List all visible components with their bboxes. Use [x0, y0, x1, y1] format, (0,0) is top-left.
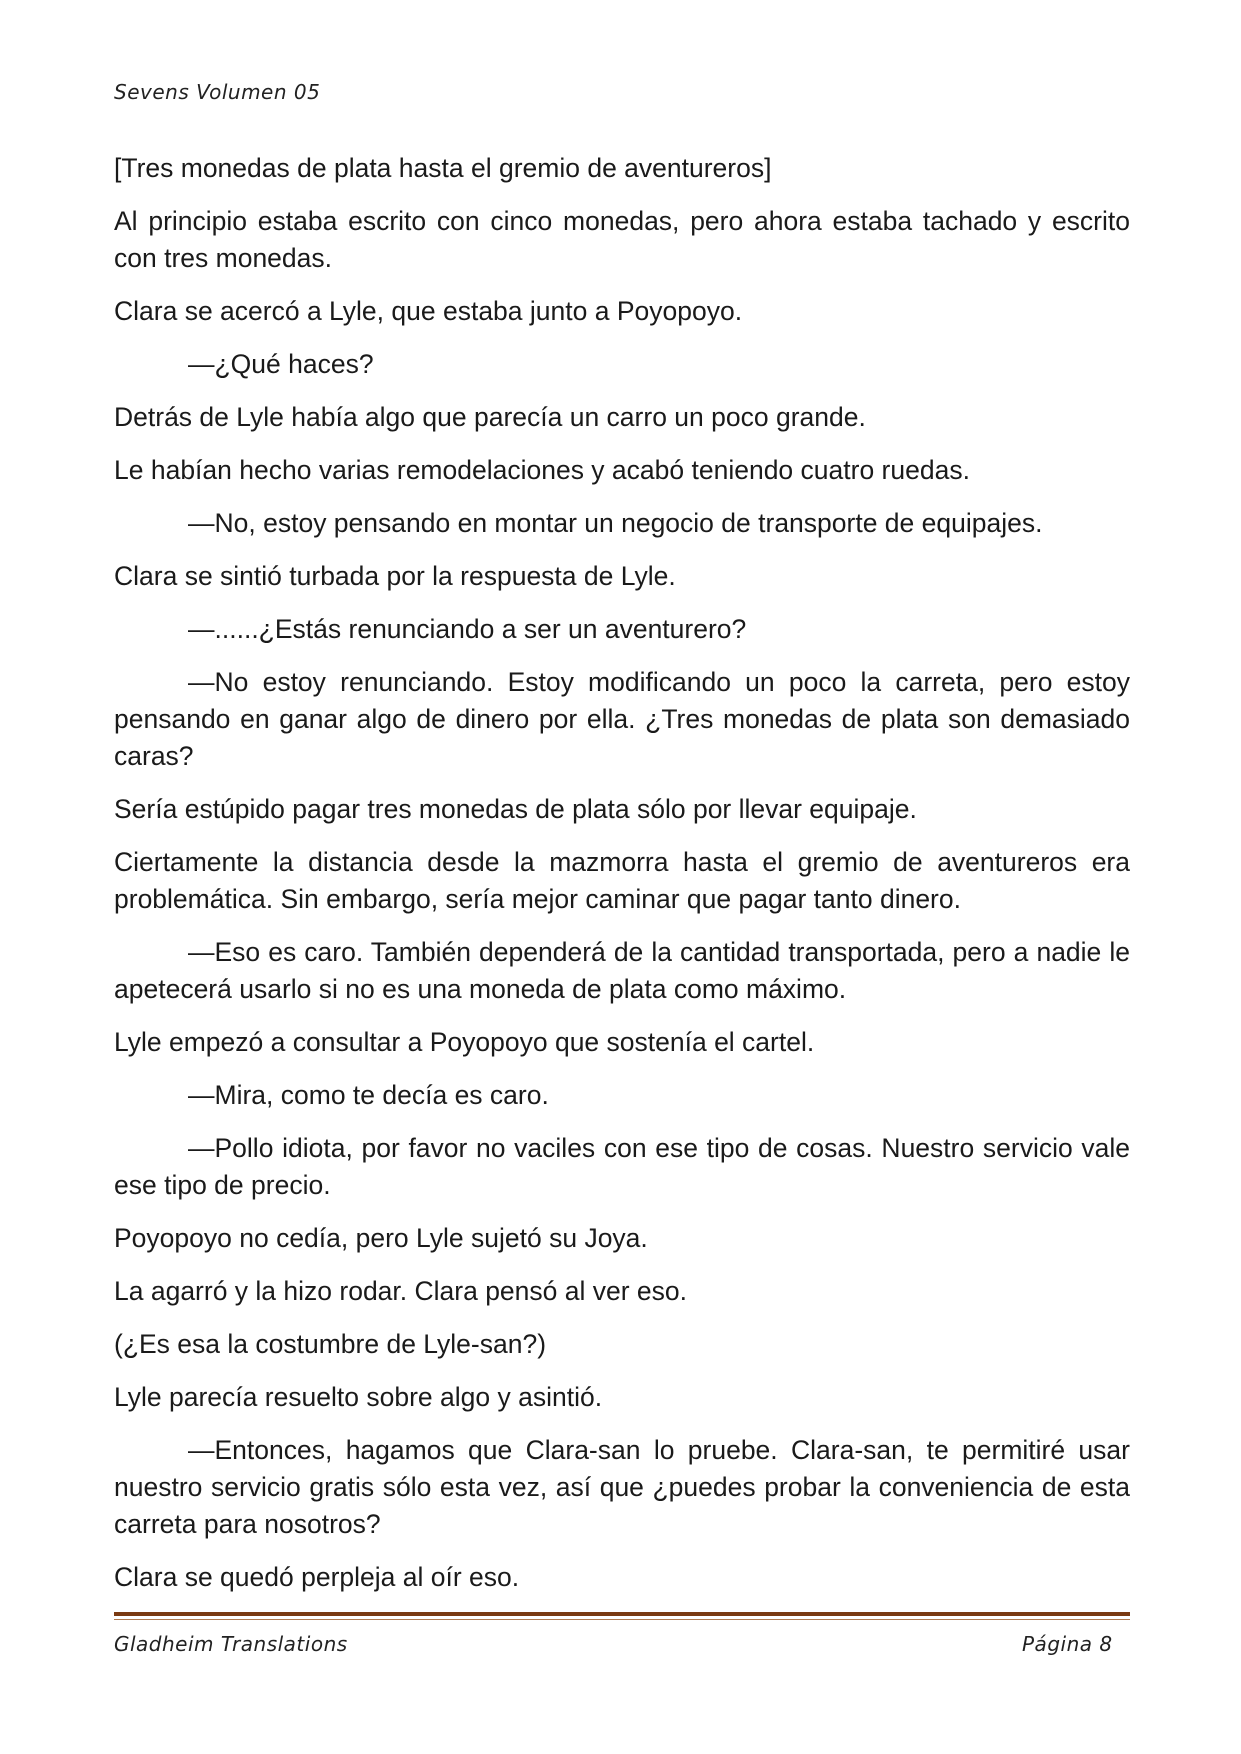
- narration-paragraph: (¿Es esa la costumbre de Lyle-san?): [114, 1329, 547, 1359]
- narration-paragraph: [Tres monedas de plata hasta el gremio de aventureros]: [114, 153, 772, 183]
- dialog-paragraph: —Eso es caro. También dependerá de la cantidad transportada, pero a nadie le apetecerá usarlo si no es una moneda de plata como máximo.: [114, 937, 1130, 1004]
- narration-paragraph: Lyle parecía resuelto sobre algo y asintió.: [114, 1382, 603, 1412]
- narration-paragraph: Ciertamente la distancia desde la mazmorra hasta el gremio de aventureros era problemática. Sin embargo, sería mejor caminar que pagar tanto dinero.: [114, 847, 1130, 914]
- footer-rule-thin: [114, 1619, 1130, 1620]
- narration-paragraph: Sería estúpido pagar tres monedas de plata sólo por llevar equipaje.: [114, 794, 917, 824]
- narration-paragraph: Al principio estaba escrito con cinco monedas, pero ahora estaba tachado y escrito con tres monedas.: [114, 206, 1130, 273]
- dialog-paragraph: —Mira, como te decía es caro.: [188, 1080, 549, 1110]
- narration-paragraph: Clara se acercó a Lyle, que estaba junto a Poyopoyo.: [114, 296, 743, 326]
- footer-rule: [114, 1612, 1130, 1616]
- narration-paragraph: Detrás de Lyle había algo que parecía un carro un poco grande.: [114, 402, 866, 432]
- footer-publisher: Gladheim Translations: [114, 1632, 348, 1656]
- dialog-paragraph: —......¿Estás renunciando a ser un aventurero?: [188, 614, 747, 644]
- footer-page-number: Página 8: [1022, 1632, 1113, 1656]
- dialog-paragraph: —No, estoy pensando en montar un negocio de transporte de equipajes.: [188, 508, 1043, 538]
- narration-paragraph: La agarró y la hizo rodar. Clara pensó al ver eso.: [114, 1276, 688, 1306]
- narration-paragraph: Lyle empezó a consultar a Poyopoyo que sostenía el cartel.: [114, 1027, 815, 1057]
- dialog-paragraph: —Pollo idiota, por favor no vaciles con ese tipo de cosas. Nuestro servicio vale ese tipo de precio.: [114, 1133, 1130, 1200]
- narration-paragraph: Clara se quedó perpleja al oír eso.: [114, 1562, 520, 1592]
- narration-paragraph: Clara se sintió turbada por la respuesta de Lyle.: [114, 561, 676, 591]
- dialog-paragraph: —Entonces, hagamos que Clara-san lo pruebe. Clara-san, te permitiré usar nuestro servicio gratis sólo esta vez, así que ¿puedes probar la conveniencia de esta carreta para nosotros?: [114, 1435, 1130, 1539]
- dialog-paragraph: —No estoy renunciando. Estoy modificando un poco la carreta, pero estoy pensando en ganar algo de dinero por ella. ¿Tres monedas de plata son demasiado caras?: [114, 667, 1130, 771]
- narration-paragraph: Poyopoyo no cedía, pero Lyle sujetó su Joya.: [114, 1223, 648, 1253]
- dialog-paragraph: —¿Qué haces?: [188, 349, 374, 379]
- body-text: [114, 150, 1130, 1612]
- narration-paragraph: Le habían hecho varias remodelaciones y acabó teniendo cuatro ruedas.: [114, 455, 970, 485]
- running-header: Sevens Volumen 05: [114, 80, 321, 104]
